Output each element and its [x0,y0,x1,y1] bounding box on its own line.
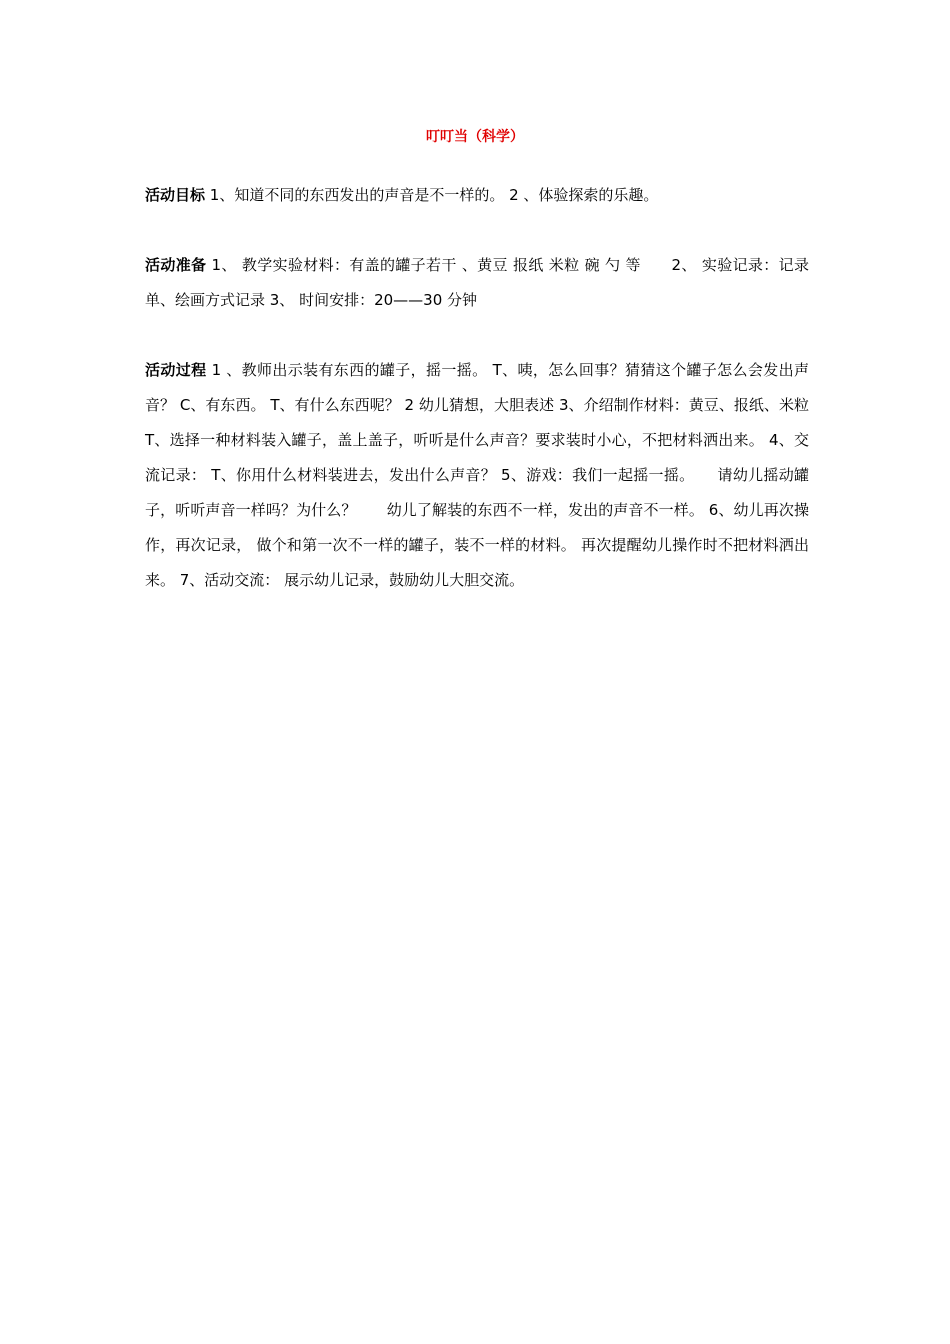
section-activity-preparation [145,248,809,318]
section-text: 1、 教学实验材料：有盖的罐子若干 、黄豆 报纸 米粒 碗 勺 等 2、 实验记录：记录单、绘画方式记录 3、 时间安排：20——30 分钟 [145,256,809,309]
section-label: 活动过程 [145,361,207,379]
section-activity-process [145,353,809,598]
section-label: 活动目标 [145,186,206,204]
section-text: 1 、教师出示装有东西的罐子，摇一摇。 T、咦，怎么回事？猜猜这个罐子怎么会发出声音？ C、有东西。 T、有什么东西呢？ 2 幼儿猜想，大胆表述 3、介绍制作材料：黄豆、报纸、米粒 T、选择一种材料装入罐子，盖上盖子，听听是什么声音？要求装时小心，不把材料洒出来。 4、交流记录： T、你用什么材料装进去，发出什么声音？ 5、游戏：我们一起摇一摇。 请幼儿摇动罐子，听听声音一样吗？为什么？ 幼儿了解装的东西不一样，发出的声音不一样。 6、幼儿再次操作，再次记录， 做个和第一次不一样的罐子，装不一样的材料。 再次提醒幼儿操作时不把材料洒出来。 7、活动交流： 展示幼儿记录，鼓励幼儿大胆交流。 [145,361,809,589]
section-label: 活动准备 [145,256,207,274]
section-activity-goals [145,178,809,213]
document-title: 叮叮当（科学） [426,129,524,145]
section-text: 1、知道不同的东西发出的声音是不一样的。 2 、体验探索的乐趣。 [209,186,659,204]
document-body [145,178,809,633]
